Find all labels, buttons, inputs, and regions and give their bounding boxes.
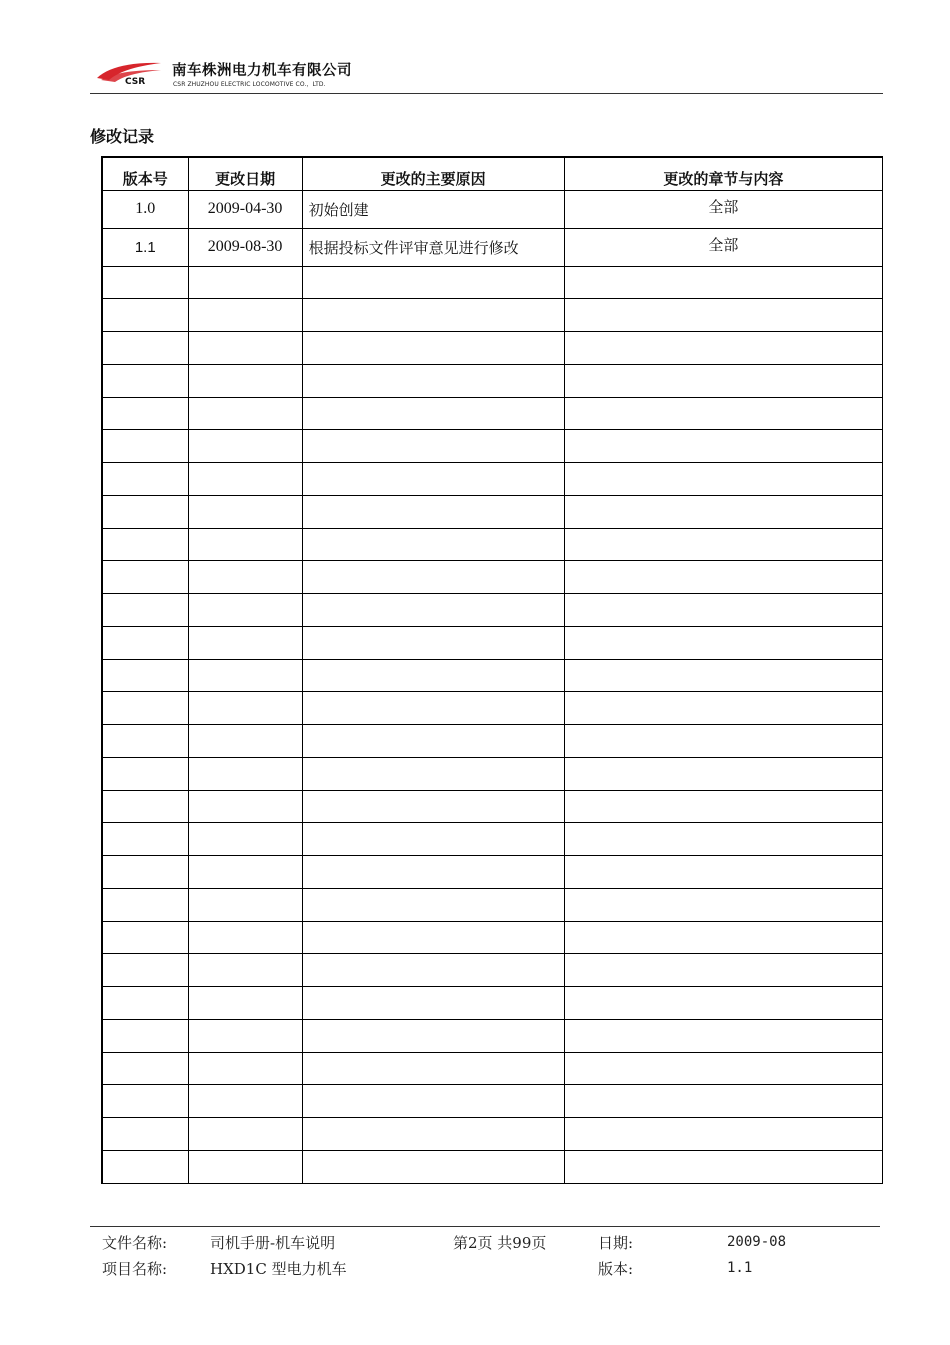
empty-table-row bbox=[102, 1085, 883, 1118]
empty-cell bbox=[302, 397, 564, 430]
empty-cell bbox=[302, 1019, 564, 1052]
empty-cell bbox=[188, 725, 302, 758]
empty-cell bbox=[302, 364, 564, 397]
empty-cell bbox=[188, 856, 302, 889]
empty-cell bbox=[188, 463, 302, 496]
empty-table-row bbox=[102, 987, 883, 1020]
empty-cell bbox=[564, 626, 882, 659]
empty-cell bbox=[302, 954, 564, 987]
empty-cell bbox=[188, 364, 302, 397]
empty-cell bbox=[102, 921, 188, 954]
empty-cell bbox=[102, 823, 188, 856]
empty-cell bbox=[564, 430, 882, 463]
empty-table-row bbox=[102, 397, 883, 430]
empty-table-row bbox=[102, 332, 883, 365]
empty-cell bbox=[564, 659, 882, 692]
cell-date: 2009-08-30 bbox=[188, 228, 302, 266]
company-name-en: CSR ZHUZHOU ELECTRIC LOCOMOTIVE CO.，LTD. bbox=[173, 81, 326, 88]
empty-table-row bbox=[102, 1052, 883, 1085]
empty-cell bbox=[188, 790, 302, 823]
empty-cell bbox=[102, 659, 188, 692]
cell-content: 全部 bbox=[564, 191, 882, 229]
empty-cell bbox=[564, 332, 882, 365]
empty-cell bbox=[102, 594, 188, 627]
col-header-version: 版本号 bbox=[102, 157, 188, 191]
empty-cell bbox=[102, 430, 188, 463]
empty-cell bbox=[302, 430, 564, 463]
empty-cell bbox=[564, 757, 882, 790]
empty-cell bbox=[302, 495, 564, 528]
empty-cell bbox=[302, 463, 564, 496]
footer-file-name-label: 文件名称: bbox=[102, 1234, 168, 1252]
footer-date-value: 2009-08 bbox=[727, 1234, 787, 1250]
empty-cell bbox=[302, 725, 564, 758]
empty-table-row bbox=[102, 626, 883, 659]
empty-cell bbox=[302, 659, 564, 692]
empty-cell bbox=[102, 364, 188, 397]
empty-table-row bbox=[102, 757, 883, 790]
empty-cell bbox=[564, 692, 882, 725]
empty-cell bbox=[564, 266, 882, 299]
empty-cell bbox=[188, 823, 302, 856]
cell-date: 2009-04-30 bbox=[188, 191, 302, 229]
footer-version-value: 1.1 bbox=[727, 1260, 753, 1276]
empty-table-row bbox=[102, 364, 883, 397]
empty-cell bbox=[302, 888, 564, 921]
empty-cell bbox=[302, 856, 564, 889]
empty-cell bbox=[188, 626, 302, 659]
empty-cell bbox=[302, 299, 564, 332]
col-header-reason: 更改的主要原因 bbox=[302, 157, 564, 191]
empty-table-row bbox=[102, 888, 883, 921]
footer-project-label: 项目名称: bbox=[102, 1260, 168, 1278]
empty-cell bbox=[102, 495, 188, 528]
empty-cell bbox=[188, 299, 302, 332]
empty-cell bbox=[188, 692, 302, 725]
empty-cell bbox=[564, 987, 882, 1020]
empty-cell bbox=[188, 888, 302, 921]
company-name-cn: 南车株洲电力机车有限公司 bbox=[172, 63, 352, 79]
empty-cell bbox=[188, 561, 302, 594]
col-header-content: 更改的章节与内容 bbox=[564, 157, 882, 191]
logo-text: CSR bbox=[125, 77, 146, 86]
empty-cell bbox=[302, 332, 564, 365]
empty-cell bbox=[188, 1085, 302, 1118]
empty-cell bbox=[302, 528, 564, 561]
empty-cell bbox=[564, 528, 882, 561]
empty-table-row bbox=[102, 659, 883, 692]
empty-cell bbox=[302, 561, 564, 594]
empty-cell bbox=[102, 1085, 188, 1118]
table-row bbox=[102, 228, 883, 266]
empty-cell bbox=[302, 266, 564, 299]
empty-cell bbox=[302, 1052, 564, 1085]
empty-cell bbox=[564, 725, 882, 758]
empty-cell bbox=[102, 1019, 188, 1052]
empty-table-row bbox=[102, 463, 883, 496]
empty-cell bbox=[188, 1019, 302, 1052]
empty-cell bbox=[564, 364, 882, 397]
empty-cell bbox=[102, 757, 188, 790]
empty-cell bbox=[102, 954, 188, 987]
empty-cell bbox=[188, 594, 302, 627]
empty-table-row bbox=[102, 266, 883, 299]
empty-cell bbox=[302, 987, 564, 1020]
empty-table-row bbox=[102, 790, 883, 823]
empty-cell bbox=[564, 790, 882, 823]
empty-cell bbox=[302, 1118, 564, 1151]
revision-table bbox=[101, 156, 883, 1184]
cell-reason: 初始创建 bbox=[302, 191, 564, 229]
empty-cell bbox=[188, 921, 302, 954]
empty-cell bbox=[564, 823, 882, 856]
empty-cell bbox=[564, 921, 882, 954]
empty-cell bbox=[102, 692, 188, 725]
empty-cell bbox=[302, 790, 564, 823]
empty-cell bbox=[302, 692, 564, 725]
empty-cell bbox=[564, 1085, 882, 1118]
footer-version-label: 版本: bbox=[598, 1260, 634, 1278]
empty-table-row bbox=[102, 430, 883, 463]
empty-cell bbox=[102, 888, 188, 921]
empty-cell bbox=[188, 495, 302, 528]
empty-cell bbox=[188, 1118, 302, 1151]
footer-date-label: 日期: bbox=[598, 1234, 634, 1252]
empty-cell bbox=[188, 397, 302, 430]
empty-cell bbox=[302, 1150, 564, 1183]
empty-cell bbox=[102, 561, 188, 594]
empty-cell bbox=[564, 495, 882, 528]
empty-cell bbox=[302, 921, 564, 954]
empty-cell bbox=[564, 397, 882, 430]
footer-page-info: 第2页 共99页 bbox=[453, 1234, 547, 1252]
footer-file-name-value: 司机手册-机车说明 bbox=[210, 1234, 336, 1252]
empty-cell bbox=[564, 954, 882, 987]
page-header bbox=[90, 52, 883, 94]
footer-divider bbox=[90, 1226, 880, 1227]
empty-cell bbox=[102, 856, 188, 889]
empty-cell bbox=[302, 1085, 564, 1118]
empty-cell bbox=[102, 790, 188, 823]
empty-table-row bbox=[102, 1150, 883, 1183]
empty-table-row bbox=[102, 299, 883, 332]
empty-table-row bbox=[102, 594, 883, 627]
empty-cell bbox=[102, 332, 188, 365]
empty-cell bbox=[188, 1150, 302, 1183]
empty-cell bbox=[564, 1118, 882, 1151]
empty-cell bbox=[188, 954, 302, 987]
empty-table-row bbox=[102, 954, 883, 987]
empty-table-row bbox=[102, 1118, 883, 1151]
empty-cell bbox=[102, 626, 188, 659]
empty-cell bbox=[102, 1052, 188, 1085]
empty-cell bbox=[102, 1118, 188, 1151]
empty-table-row bbox=[102, 725, 883, 758]
empty-cell bbox=[102, 1150, 188, 1183]
empty-cell bbox=[188, 430, 302, 463]
empty-table-row bbox=[102, 1019, 883, 1052]
empty-cell bbox=[188, 332, 302, 365]
empty-cell bbox=[564, 856, 882, 889]
empty-cell bbox=[188, 1052, 302, 1085]
empty-cell bbox=[102, 528, 188, 561]
empty-table-row bbox=[102, 495, 883, 528]
empty-table-row bbox=[102, 561, 883, 594]
empty-cell bbox=[302, 626, 564, 659]
empty-cell bbox=[188, 266, 302, 299]
empty-cell bbox=[188, 659, 302, 692]
empty-table-row bbox=[102, 823, 883, 856]
empty-cell bbox=[188, 757, 302, 790]
empty-table-row bbox=[102, 921, 883, 954]
empty-table-row bbox=[102, 856, 883, 889]
empty-cell bbox=[302, 823, 564, 856]
empty-table-row bbox=[102, 692, 883, 725]
empty-cell bbox=[102, 266, 188, 299]
table-row bbox=[102, 191, 883, 229]
empty-cell bbox=[564, 299, 882, 332]
empty-cell bbox=[302, 757, 564, 790]
empty-table-row bbox=[102, 528, 883, 561]
footer-project-value: HXD1C 型电力机车 bbox=[210, 1260, 347, 1278]
empty-cell bbox=[564, 888, 882, 921]
empty-cell bbox=[188, 528, 302, 561]
csr-logo-icon bbox=[95, 58, 163, 86]
table-header-row bbox=[102, 157, 883, 191]
empty-cell bbox=[102, 725, 188, 758]
empty-cell bbox=[102, 987, 188, 1020]
header-divider bbox=[90, 93, 883, 94]
empty-cell bbox=[102, 397, 188, 430]
cell-version: 1.0 bbox=[102, 191, 188, 229]
empty-cell bbox=[188, 987, 302, 1020]
empty-cell bbox=[564, 561, 882, 594]
empty-cell bbox=[564, 1150, 882, 1183]
empty-cell bbox=[302, 594, 564, 627]
cell-content: 全部 bbox=[564, 228, 882, 266]
section-title: 修改记录 bbox=[90, 127, 155, 146]
empty-cell bbox=[102, 299, 188, 332]
empty-cell bbox=[564, 1052, 882, 1085]
empty-cell bbox=[564, 594, 882, 627]
cell-reason: 根据投标文件评审意见进行修改 bbox=[302, 228, 564, 266]
cell-version: 1.1 bbox=[102, 228, 188, 266]
col-header-date: 更改日期 bbox=[188, 157, 302, 191]
empty-cell bbox=[564, 1019, 882, 1052]
empty-cell bbox=[102, 463, 188, 496]
empty-cell bbox=[564, 463, 882, 496]
